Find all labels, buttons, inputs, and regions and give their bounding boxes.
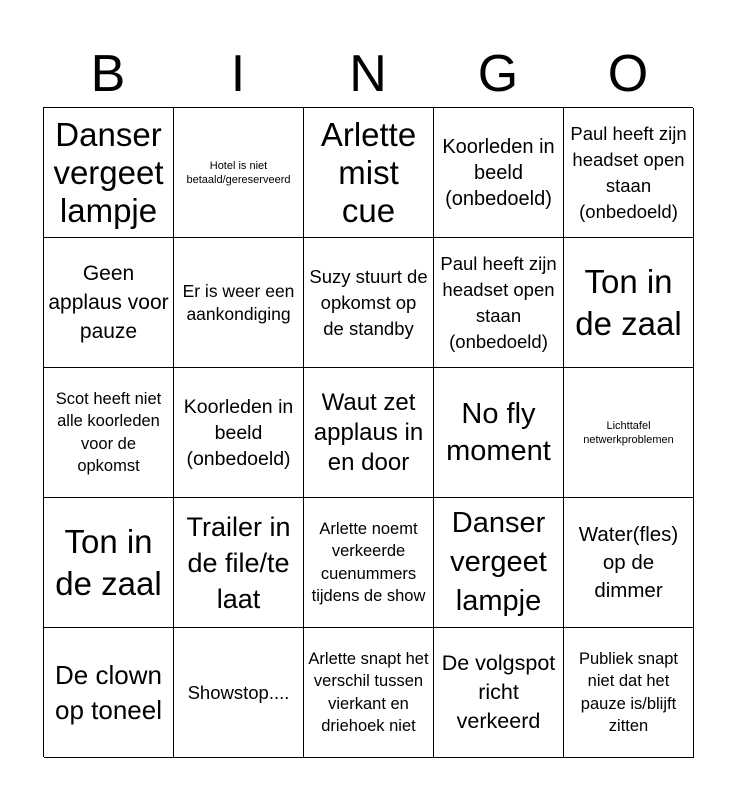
cell-text: Geen applaus voor pauze bbox=[48, 262, 169, 343]
cell-text: Hotel is niet betaald/gereserveerd bbox=[186, 159, 291, 186]
bingo-cell-r1c5[interactable] bbox=[564, 108, 694, 238]
header-letter-g: G bbox=[477, 45, 519, 103]
bingo-cell-r4c4[interactable] bbox=[434, 498, 564, 628]
bingo-cell-r3c4[interactable] bbox=[434, 368, 564, 498]
bingo-cell-r2c3[interactable] bbox=[304, 238, 434, 368]
cell-text: Paul heeft zijn headset open staan (onbedoeld) bbox=[440, 252, 557, 352]
header-letter-n: N bbox=[349, 45, 387, 103]
cell-text: Arlette mist cue bbox=[320, 115, 417, 229]
bingo-cell-r5c3[interactable] bbox=[304, 628, 434, 758]
bingo-cell-r4c2[interactable] bbox=[174, 498, 304, 628]
bingo-cell-r3c1[interactable] bbox=[44, 368, 174, 498]
bingo-cell-r5c5[interactable] bbox=[564, 628, 694, 758]
cell-text: De volgspot richt verkeerd bbox=[441, 651, 556, 733]
bingo-cell-r4c5[interactable] bbox=[564, 498, 694, 628]
bingo-cell-r3c2[interactable] bbox=[174, 368, 304, 498]
header-letter-i: I bbox=[230, 45, 246, 103]
cell-text: Danser vergeet lampje bbox=[53, 115, 164, 229]
cell-text: Paul heeft zijn headset open staan (onbedoeld) bbox=[570, 122, 687, 222]
cell-text: Arlette noemt verkeerde cuenummers tijdens de show bbox=[311, 519, 426, 605]
cell-text: Suzy stuurt de opkomst op de standby bbox=[309, 265, 428, 339]
cell-text: Er is weer een aankondiging bbox=[182, 281, 295, 324]
cell-text: Ton in de zaal bbox=[575, 262, 682, 342]
bingo-cell-r1c3[interactable] bbox=[304, 108, 434, 238]
bingo-grid bbox=[43, 107, 693, 757]
cell-text: Scot heeft niet alle koorleden voor de opkomst bbox=[55, 389, 162, 475]
bingo-cell-r2c1[interactable] bbox=[44, 238, 174, 368]
bingo-cell-r1c2[interactable] bbox=[174, 108, 304, 238]
cell-text: De clown op toneel bbox=[55, 659, 162, 725]
cell-text: Arlette snapt het verschil tussen vierkant en driehoek niet bbox=[308, 649, 429, 735]
cell-text: Trailer in de file/te laat bbox=[186, 511, 291, 614]
bingo-cell-r1c1[interactable] bbox=[44, 108, 174, 238]
cell-text: Water(fles) op de dimmer bbox=[578, 522, 679, 602]
bingo-cell-r4c1[interactable] bbox=[44, 498, 174, 628]
bingo-cell-r5c2[interactable] bbox=[174, 628, 304, 758]
bingo-header bbox=[43, 40, 693, 108]
bingo-cell-r1c4[interactable] bbox=[434, 108, 564, 238]
cell-text: Waut zet applaus in en door bbox=[313, 388, 424, 476]
bingo-cell-r2c2[interactable] bbox=[174, 238, 304, 368]
cell-text: Danser vergeet lampje bbox=[450, 507, 547, 617]
cell-text: Publiek snapt niet dat het pauze is/blijft zitten bbox=[578, 649, 679, 735]
bingo-cell-r3c5[interactable] bbox=[564, 368, 694, 498]
bingo-cell-r2c5[interactable] bbox=[564, 238, 694, 368]
bingo-cell-r2c4[interactable] bbox=[434, 238, 564, 368]
cell-text: Koorleden in beeld (onbedoeld) bbox=[442, 135, 555, 210]
bingo-cell-r5c1[interactable] bbox=[44, 628, 174, 758]
cell-text: Ton in de zaal bbox=[55, 522, 162, 602]
header-letter-o: O bbox=[607, 45, 649, 103]
bingo-cell-r4c3[interactable] bbox=[304, 498, 434, 628]
cell-text: Koorleden in beeld (onbedoeld) bbox=[183, 395, 294, 470]
cell-text: Showstop.... bbox=[187, 681, 290, 703]
cell-text: Lichttafel netwerkproblemen bbox=[583, 419, 674, 446]
cell-text: No fly moment bbox=[446, 397, 551, 467]
bingo-cell-r5c4[interactable] bbox=[434, 628, 564, 758]
bingo-cell-r3c3[interactable] bbox=[304, 368, 434, 498]
header-letter-b: B bbox=[90, 45, 126, 103]
